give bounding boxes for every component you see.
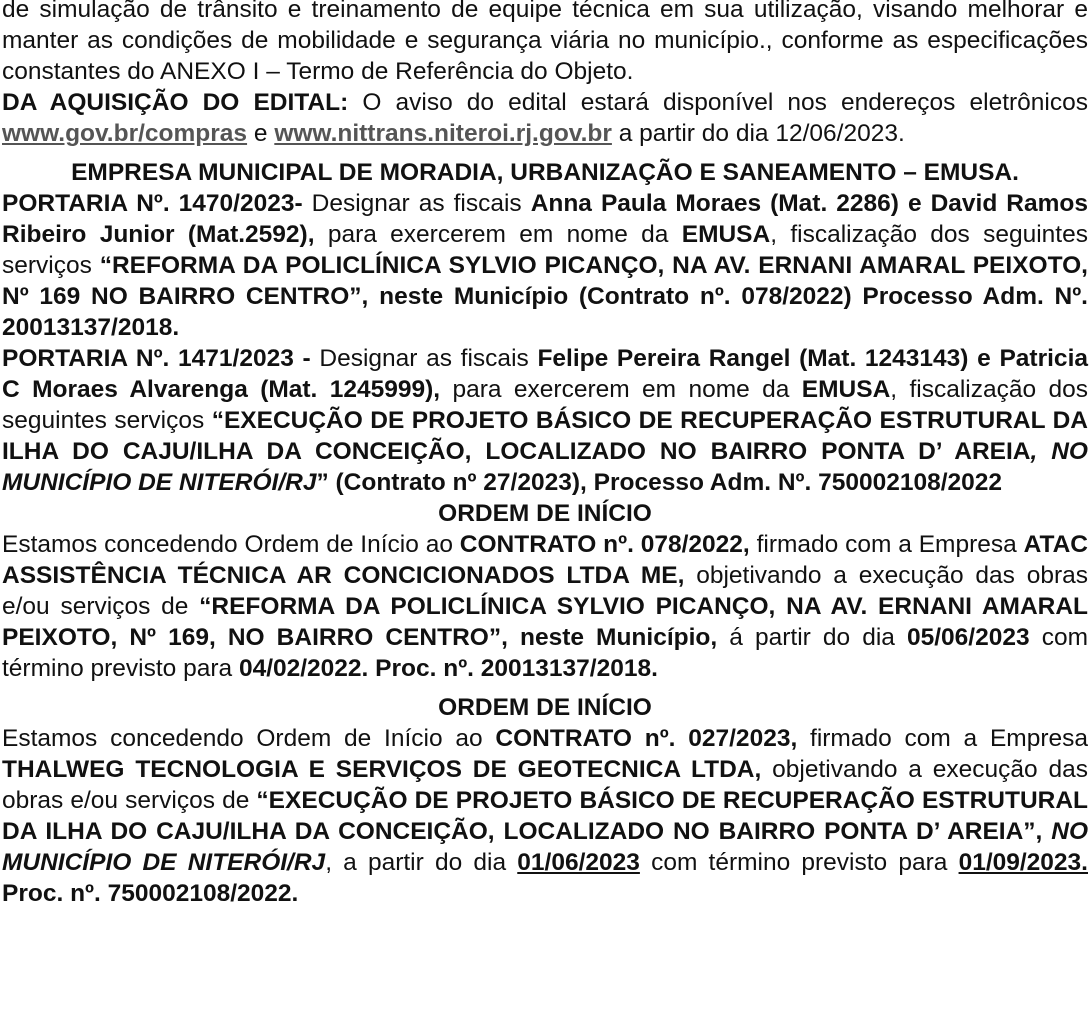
ordem-inicio-heading-2: ORDEM DE INÍCIO <box>438 694 652 721</box>
ordem2-servico-italic: NO MUNICÍPIO DE NITERÓI/RJ <box>2 818 1088 876</box>
ordem2-text-5: com término previsto para <box>639 849 959 876</box>
portaria-1471-label: PORTARIA Nº. 1471/2023 - <box>2 345 311 372</box>
ordem1-text-1: Estamos concedendo Ordem de Início ao <box>2 531 460 558</box>
portaria-1471-text-2: para exercerem em nome da <box>440 376 802 403</box>
portaria-1470-org: EMUSA <box>681 221 771 248</box>
aquisicao-label: DA AQUISIÇÃO DO EDITAL: <box>2 89 349 116</box>
ordem1-text-4: á partir do dia <box>717 624 907 651</box>
portaria-1470-text-3: , fiscalização dos seguintes serviços <box>2 221 1088 279</box>
link-separator: e <box>247 120 275 147</box>
portaria-1470-fiscais: Anna Paula Moraes (Mat. 2286) e David Ramos Ribeiro Junior (Mat.2592), <box>2 190 1088 248</box>
gov-compras-link[interactable]: www.gov.br/compras <box>2 120 248 147</box>
ordem-inicio-paragraph-2 <box>2 723 1088 909</box>
portaria-1470-text-2: para exercerem em nome da <box>314 221 682 248</box>
portaria-1471-service-italic: , NO MUNICÍPIO DE NITERÓI/RJ <box>2 438 1088 496</box>
portaria-1471-service: “EXECUÇÃO DE PROJETO BÁSICO DE RECUPERAÇÃO ESTRUTURAL DA ILHA DO CAJU/ILHA DA CONCEIÇÃO, LOCALIZADO NO BAIRRO PONTA D’ AREIA <box>2 407 1088 465</box>
ordem2-data-inicio: 01/06/2023 <box>517 849 640 876</box>
portaria-1471-fiscais: Felipe Pereira Rangel (Mat. 1243143) e Patricia C Moraes Alvarenga (Mat. 1245999), <box>2 345 1088 403</box>
ordem1-servico: “REFORMA DA POLICLÍNICA SYLVIO PICANÇO, NA AV. ERNANI AMARAL PEIXOTO, Nº 169, NO BAIRRO CENTRO”, neste Município, <box>2 593 1088 651</box>
ordem2-data-termino: 01/09/2023. <box>958 849 1088 876</box>
portaria-1471-org: EMUSA <box>801 376 891 403</box>
portaria-1470-service: “REFORMA DA POLICLÍNICA SYLVIO PICANÇO, NA AV. ERNANI AMARAL PEIXOTO, Nº 169 NO BAIRRO CENTRO”, neste Município (Contrato nº. 078/2022) Processo Adm. Nº. 20013137/2018. <box>2 252 1088 341</box>
portaria-1471-text-1: Designar as fiscais <box>310 345 538 372</box>
nittrans-link[interactable]: www.nittrans.niteroi.rj.gov.br <box>274 120 612 147</box>
ordem2-contrato: CONTRATO nº. 027/2023, <box>495 725 798 752</box>
aquisicao-text: O aviso do edital estará disponível nos endereços eletrônicos <box>348 89 1088 116</box>
portaria-1471-text-3: , fiscalização dos seguintes serviços <box>2 376 1088 434</box>
ordem2-text-4: , a partir do dia <box>325 849 518 876</box>
portaria-1470-label: PORTARIA Nº. 1470/2023- <box>2 190 303 217</box>
ordem2-servico: “EXECUÇÃO DE PROJETO BÁSICO DE RECUPERAÇÃO ESTRUTURAL DA ILHA DO CAJU/ILHA DA CONCEIÇÃO, LOCALIZADO NO BAIRRO PONTA D’ AREIA”, <box>2 787 1088 845</box>
edital-aquisicao-paragraph <box>2 87 1088 149</box>
portaria-1470-paragraph <box>2 188 1088 343</box>
ordem1-text-5: com término previsto para <box>2 624 1088 682</box>
portaria-1470-text-1: Designar as fiscais <box>302 190 531 217</box>
ordem1-empresa: ATAC ASSISTÊNCIA TÉCNICA AR CONCICIONADOS LTDA ME, <box>2 531 1088 589</box>
ordem1-data-inicio: 05/06/2023 <box>907 624 1030 651</box>
ordem2-text-1: Estamos concedendo Ordem de Início ao <box>2 725 496 752</box>
portaria-1471-paragraph <box>2 343 1088 498</box>
ordem2-empresa: THALWEG TECNOLOGIA E SERVIÇOS DE GEOTECNICA LTDA, <box>2 756 762 783</box>
ordem1-termino: 04/02/2022. Proc. nº. 20013137/2018. <box>238 655 658 682</box>
ordem1-contrato: CONTRATO nº. 078/2022, <box>459 531 750 558</box>
ordem-inicio-heading-1: ORDEM DE INÍCIO <box>438 500 652 527</box>
edital-intro-paragraph <box>2 0 1088 87</box>
ordem1-text-3: objetivando a execução das obras e/ou serviços de <box>2 562 1089 620</box>
edital-intro-text: de simulação de trânsito e treinamento de equipe técnica em sua utilização, visando melhorar e manter as condições de mobilidade e segurança viária no município., conforme as especificações constantes do ANEXO I – Termo de Referência do Objeto. <box>2 0 1088 85</box>
ordem2-text-2: firmado com a Empresa <box>797 725 1088 752</box>
ordem2-proc: Proc. nº. 750002108/2022. <box>2 880 299 907</box>
ordem2-text-3: objetivando a execução das obras e/ou serviços de <box>2 756 1088 814</box>
aquisicao-end: a partir do dia 12/06/2023. <box>611 120 905 147</box>
emusa-heading: EMPRESA MUNICIPAL DE MORADIA, URBANIZAÇÃO E SANEAMENTO – EMUSA. <box>71 159 1019 186</box>
portaria-1471-service-end: ” (Contrato nº 27/2023), Processo Adm. Nº. 750002108/2022 <box>316 469 1003 496</box>
ordem-inicio-paragraph-1 <box>2 529 1088 684</box>
ordem1-text-2: firmado com a Empresa <box>749 531 1024 558</box>
